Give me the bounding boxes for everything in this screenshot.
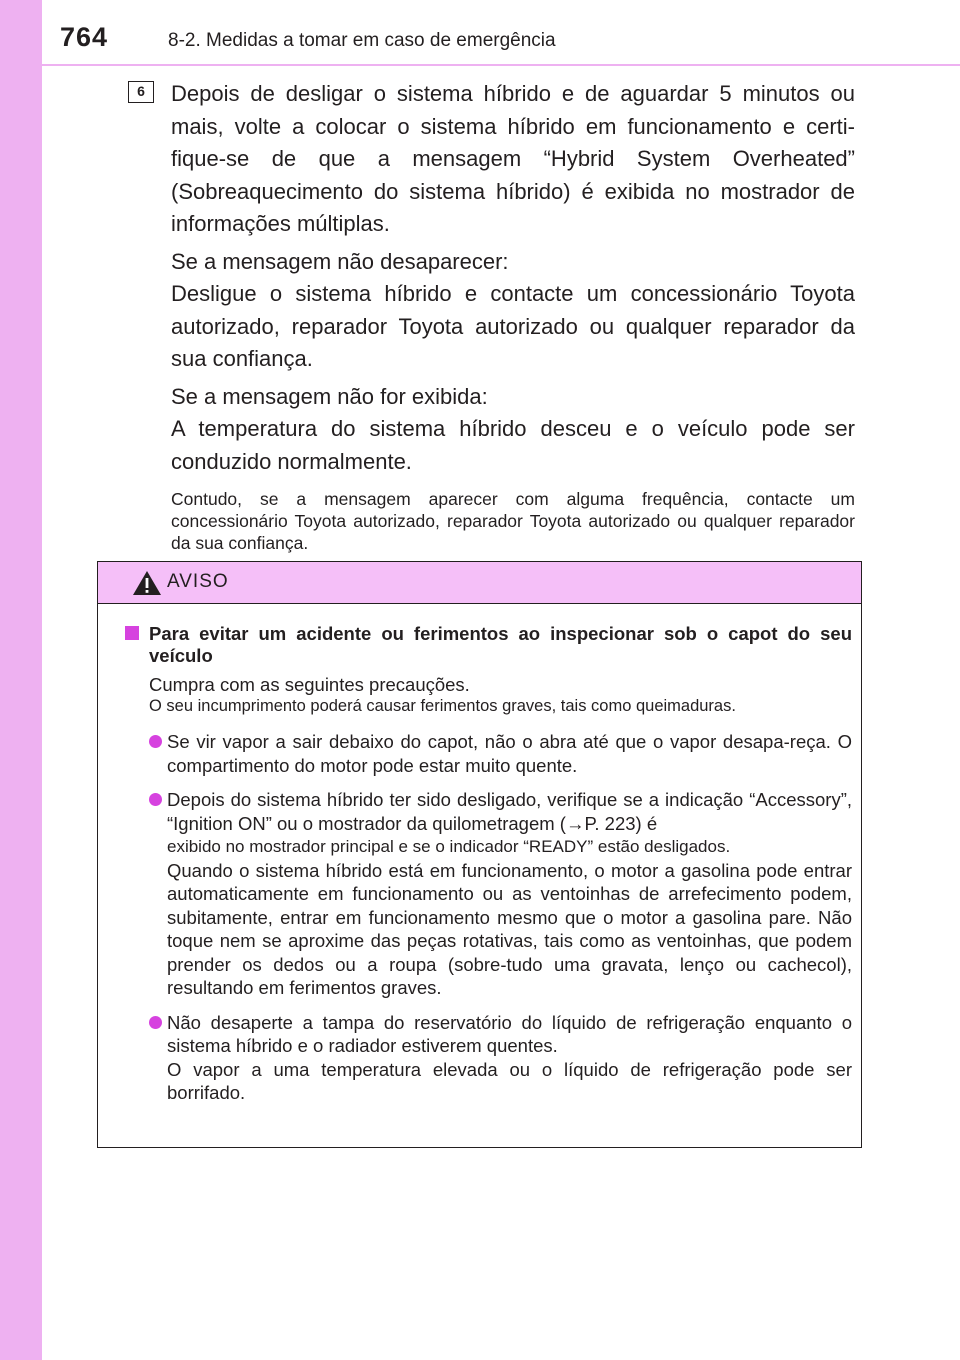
- case-not-shown: [171, 381, 855, 479]
- warning-title: AVISO: [167, 571, 229, 592]
- warning-item: [125, 788, 852, 1000]
- section-title: 8-2. Medidas a tomar em caso de emergência: [168, 30, 556, 51]
- warning-intro: Cumpra com as seguintes precauções.: [149, 674, 470, 695]
- warning-item: [125, 1011, 852, 1105]
- warning-body: [98, 605, 860, 1105]
- warning-intro-note: O seu incumprimento poderá causar ferimentos graves, tais como queimaduras.: [149, 697, 736, 715]
- warning-item-text-extra: O vapor a uma temperatura elevada ou o líquido de refrigeração pode ser borrifado.: [167, 1058, 852, 1103]
- warning-item-text: Depois do sistema híbrido ter sido desligado, verifique se a indicação “Accessory”, “Ignition ON” ou o mostrador da quilometragem (→P. 223) é: [167, 789, 852, 834]
- warning-triangle-icon: [132, 570, 162, 596]
- step-number-badge: 6: [128, 81, 154, 103]
- warning-box: [97, 561, 862, 1148]
- case-not-disappear: [171, 246, 855, 376]
- warning-item-text: Se vir vapor a sair debaixo do capot, não o abra até que o vapor desapa-reça. O compartimento do motor pode estar muito quente.: [167, 731, 852, 776]
- step-paragraph: Depois de desligar o sistema híbrido e de aguardar 5 minutos ou mais, volte a colocar o sistema híbrido em funcionamento e certi-fique-se de que a mensagem “Hybrid System Overheated” (Sobreaquecimento do sistema híbrido) é exibida no mostrador de informações múltiplas.: [171, 81, 855, 236]
- step-note: Contudo, se a mensagem aparecer com alguma frequência, contacte um concessionário Toyota autorizado, reparador Toyota autorizado ou qualquer reparador da sua confiança.: [171, 489, 855, 553]
- page-number: 764: [60, 22, 109, 52]
- warning-item-text: Não desaperte a tampa do reservatório do líquido de refrigeração enquanto o sistema híbrido e o radiador estiverem quentes.: [167, 1011, 852, 1056]
- case-not-disappear-title: Se a mensagem não desaparecer:: [171, 248, 509, 274]
- step-content: [171, 78, 855, 554]
- warning-item: [125, 730, 852, 777]
- case-not-shown-text: A temperatura do sistema híbrido desceu e o veículo pode ser conduzido normalmente.: [171, 416, 855, 474]
- case-not-disappear-text: Desligue o sistema híbrido e contacte um concessionário Toyota autorizado, reparador Toyota autorizado ou qualquer reparador da sua confiança.: [171, 281, 855, 371]
- warning-header: [98, 562, 861, 604]
- header-rule: [42, 64, 960, 66]
- round-bullet-icon: [149, 793, 162, 806]
- round-bullet-icon: [149, 1016, 162, 1029]
- case-not-shown-title: Se a mensagem não for exibida:: [171, 383, 488, 409]
- warning-item-text-extra: Quando o sistema híbrido está em funcionamento, o motor a gasolina pode entrar automaticamente em funcionamento ou as ventoinhas de arrefecimento podem, subitamente, entrar em funcionamento mesmo que o motor a gasolina pare. Não toque nem se aproxime das peças rotativas, tais como as ventoinhas, que podem prender os dedos ou a roupa (sobre-tudo uma gravata, lenço ou cachecol), resultando em ferimentos graves.: [167, 859, 852, 998]
- square-bullet-icon: [125, 626, 139, 640]
- warning-heading: [125, 623, 852, 667]
- side-color-band: [0, 0, 42, 1360]
- round-bullet-icon: [149, 735, 162, 748]
- warning-item-text-small: exibido no mostrador principal e se o indicador “READY” estão desligados.: [167, 837, 731, 856]
- warning-heading-text: Para evitar um acidente ou ferimentos ao inspecionar sob o capot do seu veículo: [149, 623, 852, 666]
